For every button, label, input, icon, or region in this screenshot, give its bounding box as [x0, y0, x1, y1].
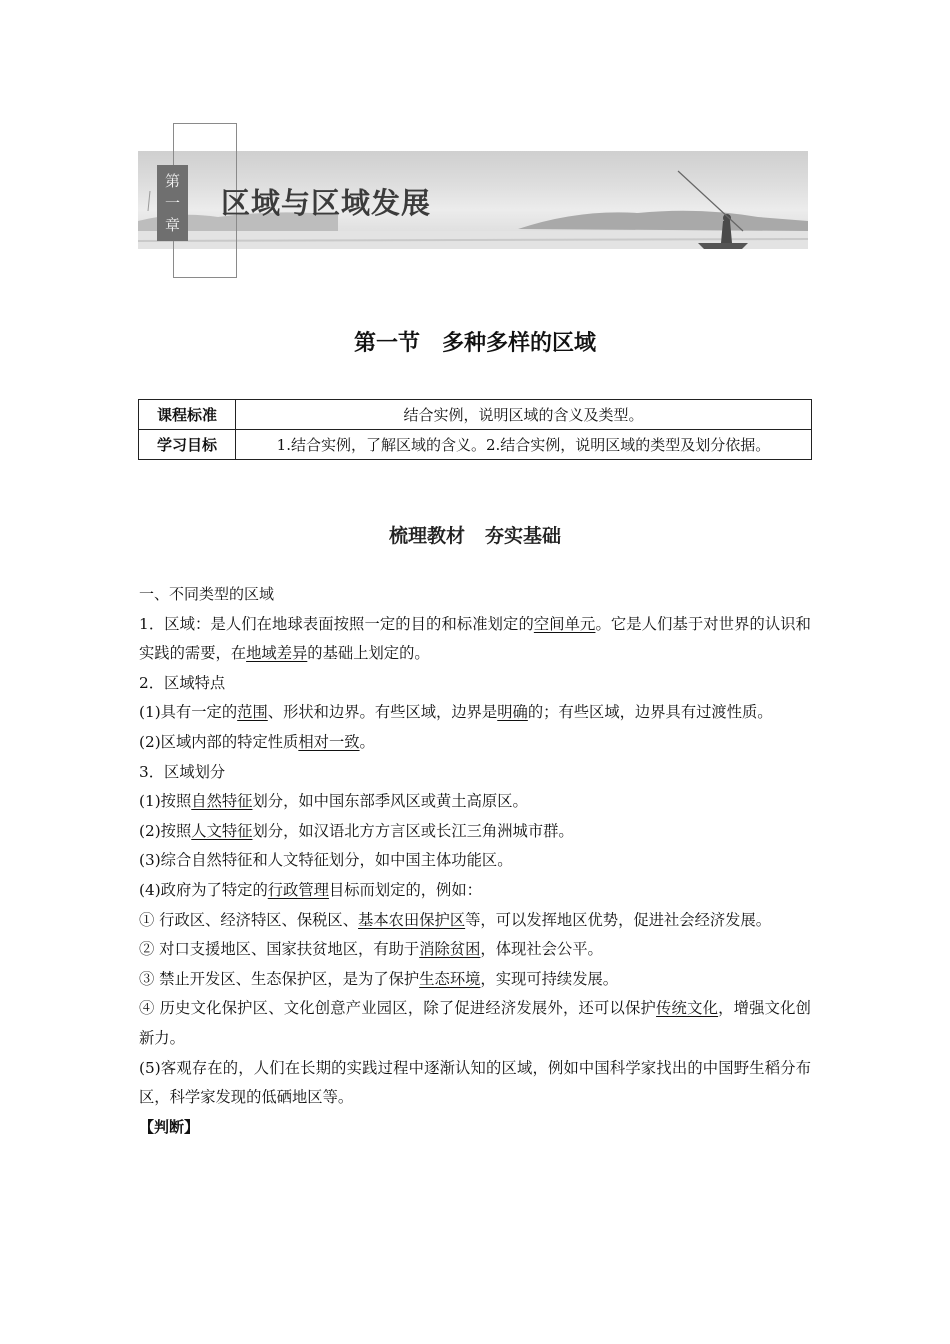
- sub-heading: [0, 521, 950, 548]
- sub-heading-part: 夯实基础: [485, 525, 562, 547]
- underlined-term: 传统文化: [656, 999, 719, 1018]
- content-body: [139, 580, 811, 1142]
- chapter-char: 第: [164, 172, 180, 190]
- underlined-term: 消除贫困: [419, 940, 481, 959]
- underlined-term: 空间单元: [533, 614, 596, 633]
- underlined-term: 基本农田保护区: [358, 910, 466, 929]
- table-row: [139, 430, 812, 460]
- paragraph: ② 对口支援地区、国家扶贫地区，有助于消除贫困，体现社会公平。: [139, 940, 603, 959]
- underlined-term: 地域差异: [246, 644, 308, 663]
- paragraph: 2．区域特点: [139, 673, 226, 692]
- paragraph: (2)区域内部的特定性质相对一致。: [139, 732, 375, 751]
- judge-label: 【判断】: [139, 1117, 200, 1136]
- section-name: 多种多样的区域: [442, 331, 597, 356]
- paragraph: ③ 禁止开发区、生态保护区，是为了保护生态环境，实现可持续发展。: [139, 969, 619, 988]
- table-header-cell: 学习目标: [139, 430, 236, 460]
- paragraph: ① 行政区、经济特区、保税区、基本农田保护区等，可以发挥地区优势，促进社会经济发展。: [139, 910, 772, 929]
- underlined-term: 人文特征: [191, 821, 253, 840]
- paragraph: (3)综合自然特征和人文特征划分，如中国主体功能区。: [139, 851, 513, 870]
- chapter-banner: [138, 123, 808, 278]
- paragraph: ④ 历史文化保护区、文化创意产业园区，除了促进经济发展外，还可以保护传统文化，增强文化创新力。: [139, 999, 811, 1047]
- underlined-term: 生态环境: [419, 969, 481, 988]
- chapter-char: 一: [164, 194, 180, 212]
- underlined-term: 自然特征: [191, 792, 253, 811]
- table-cell: 结合实例，说明区域的含义及类型。: [236, 400, 812, 430]
- paragraph: (2)按照人文特征划分，如汉语北方方言区或长江三角洲城市群。: [139, 821, 574, 840]
- underlined-term: 行政管理: [267, 880, 329, 899]
- standards-table: [138, 399, 812, 460]
- paragraph: 3．区域划分: [139, 762, 226, 781]
- paragraph: (1)按照自然特征划分，如中国东部季风区或黄土高原区。: [139, 792, 528, 811]
- underlined-term: 范围: [237, 703, 268, 722]
- paragraph: (1)具有一定的范围、形状和边界。有些区域，边界是明确的；有些区域，边界具有过渡性质。: [139, 703, 773, 722]
- chapter-label: [157, 165, 188, 241]
- section-title: [0, 326, 950, 357]
- content-heading: 一、不同类型的区域: [139, 585, 275, 603]
- chapter-char: 章: [164, 216, 180, 234]
- paragraph: 1．区域：是人们在地球表面按照一定的目的和标准划定的空间单元。它是人们基于对世界的认识和实践的需要，在地域差异的基础上划定的。: [139, 614, 811, 663]
- table-cell: 1.结合实例，了解区域的含义。2.结合实例，说明区域的类型及划分依据。: [236, 430, 812, 460]
- section-number: 第一节: [353, 331, 420, 356]
- underlined-term: 相对一致: [298, 732, 360, 751]
- underlined-term: 明确: [497, 703, 528, 722]
- paragraph: (4)政府为了特定的行政管理目标而划定的，例如：: [139, 880, 482, 899]
- table-header-cell: 课程标准: [139, 400, 236, 430]
- table-row: [139, 400, 812, 430]
- sub-heading-part: 梳理教材: [388, 525, 465, 547]
- chapter-title: 区域与区域发展: [221, 186, 432, 220]
- paragraph: (5)客观存在的，人们在长期的实践过程中逐渐认知的区域，例如中国科学家找出的中国野生稻分布区，科学家发现的低硒地区等。: [139, 1058, 811, 1107]
